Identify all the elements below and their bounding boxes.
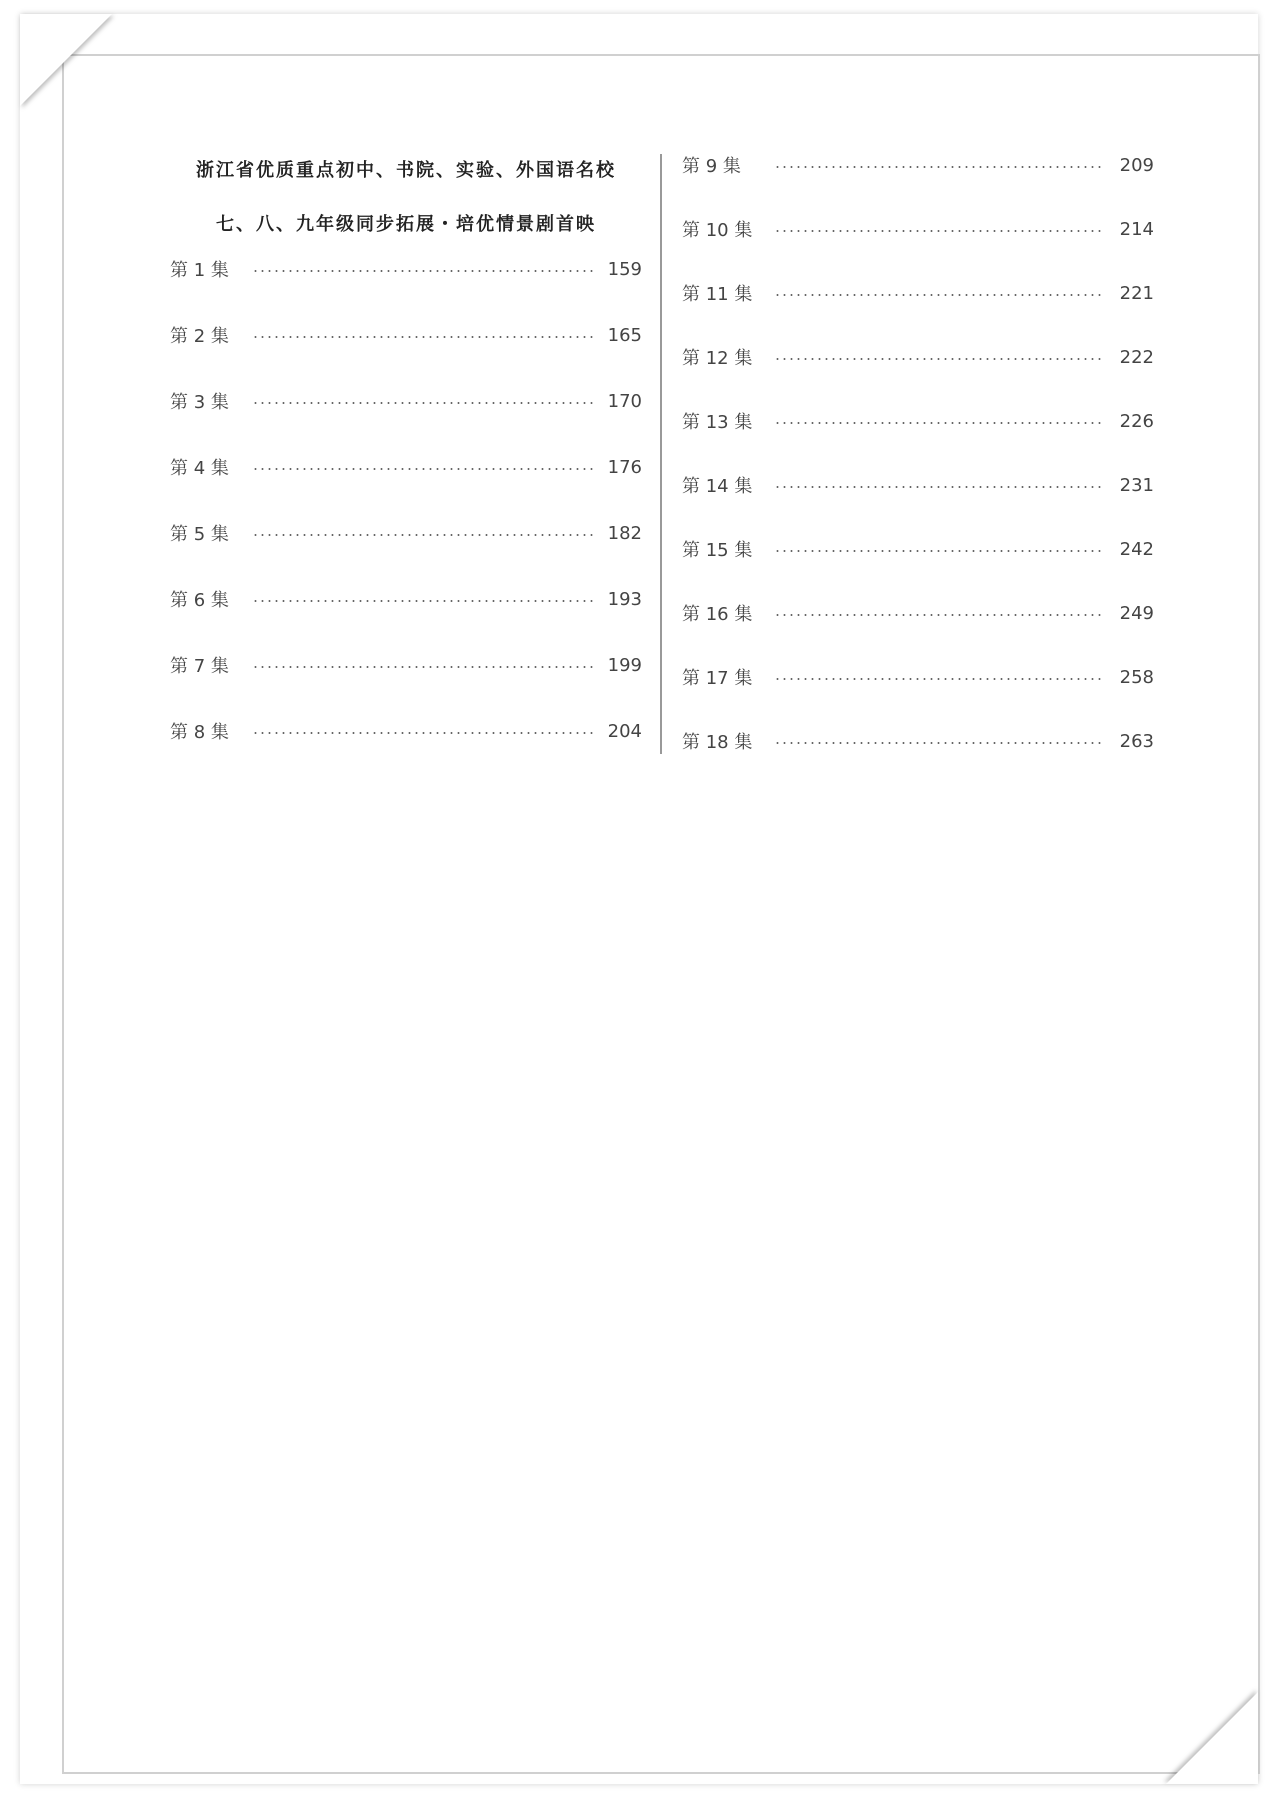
toc-entry-label: 第 7 集	[170, 656, 229, 677]
toc-entry-label: 第 4 集	[170, 458, 229, 479]
toc-entry-page: 199	[607, 654, 642, 676]
toc-entry-label: 第 11 集	[682, 284, 753, 305]
toc-entry[interactable]	[682, 154, 1154, 176]
toc-entry-page: 249	[1119, 602, 1154, 624]
toc-entry-label: 第 12 集	[682, 348, 753, 369]
column-divider	[660, 154, 662, 754]
page-sheet	[20, 14, 1258, 1784]
toc-leader-dots	[252, 534, 596, 536]
toc-entry-label: 第 17 集	[682, 668, 753, 689]
toc-entry-page: 182	[607, 522, 642, 544]
toc-leader-dots	[252, 468, 596, 470]
toc-entry[interactable]	[170, 588, 642, 610]
toc-entry-label: 第 16 集	[682, 604, 753, 625]
toc-entry[interactable]	[170, 654, 642, 676]
toc-entry-page: 226	[1119, 410, 1154, 432]
toc-leader-dots	[774, 294, 1104, 296]
toc-entry-page: 176	[607, 456, 642, 478]
toc-leader-dots	[252, 666, 596, 668]
toc-leader-dots	[774, 486, 1104, 488]
toc-entry-page: 222	[1119, 346, 1154, 368]
toc-entry-label: 第 14 集	[682, 476, 753, 497]
toc-entry-page: 221	[1119, 282, 1154, 304]
toc-entry[interactable]	[170, 390, 642, 412]
folded-corner-bottom-right	[1166, 1692, 1258, 1784]
toc-entry[interactable]	[170, 720, 642, 742]
toc-entry-label: 第 1 集	[170, 260, 229, 281]
toc-leader-dots	[252, 732, 596, 734]
toc-entry-page: 214	[1119, 218, 1154, 240]
toc-entry-page: 231	[1119, 474, 1154, 496]
toc-entry[interactable]	[170, 522, 642, 544]
toc-entry-page: 159	[607, 258, 642, 280]
toc-entry[interactable]	[682, 218, 1154, 240]
toc-entry[interactable]	[170, 456, 642, 478]
toc-leader-dots	[774, 742, 1104, 744]
toc-entry[interactable]	[682, 474, 1154, 496]
toc-leader-dots	[252, 600, 596, 602]
toc-heading-line2: 七、八、九年级同步拓展・培优情景剧首映	[216, 214, 596, 235]
toc-list-left	[170, 258, 642, 742]
toc-list-right	[682, 154, 1154, 752]
toc-entry-page: 170	[607, 390, 642, 412]
toc-left-column	[170, 154, 642, 786]
toc-entry[interactable]	[682, 602, 1154, 624]
toc-entry[interactable]	[682, 538, 1154, 560]
toc-entry-page: 193	[607, 588, 642, 610]
toc-leader-dots	[774, 422, 1104, 424]
toc-right-column	[682, 154, 1154, 794]
toc-leader-dots	[774, 550, 1104, 552]
folded-corner-top-left	[20, 14, 112, 106]
toc-entry-page: 165	[607, 324, 642, 346]
toc-entry-label: 第 18 集	[682, 732, 753, 753]
toc-entry-label: 第 2 集	[170, 326, 229, 347]
toc-entry-label: 第 15 集	[682, 540, 753, 561]
toc-leader-dots	[774, 614, 1104, 616]
toc-entry-label: 第 3 集	[170, 392, 229, 413]
toc-entry-page: 258	[1119, 666, 1154, 688]
toc-leader-dots	[774, 230, 1104, 232]
toc-entry-label: 第 8 集	[170, 722, 229, 743]
toc-leader-dots	[774, 678, 1104, 680]
toc-entry-label: 第 13 集	[682, 412, 753, 433]
toc-entry[interactable]	[682, 730, 1154, 752]
toc-heading-line1: 浙江省优质重点初中、书院、实验、外国语名校	[196, 160, 616, 181]
toc-entry-page: 209	[1119, 154, 1154, 176]
toc-entry-page: 242	[1119, 538, 1154, 560]
toc-entry[interactable]	[170, 258, 642, 280]
toc-entry-label: 第 10 集	[682, 220, 753, 241]
toc-entry-page: 204	[607, 720, 642, 742]
toc-leader-dots	[774, 358, 1104, 360]
toc-entry-label: 第 5 集	[170, 524, 229, 545]
toc-entry-label: 第 9 集	[682, 156, 741, 177]
toc-leader-dots	[252, 402, 596, 404]
toc-entry[interactable]	[682, 666, 1154, 688]
toc-entry[interactable]	[170, 324, 642, 346]
toc-leader-dots	[774, 166, 1104, 168]
toc-leader-dots	[252, 336, 596, 338]
toc-entry[interactable]	[682, 346, 1154, 368]
toc-leader-dots	[252, 270, 596, 272]
toc-entry-page: 263	[1119, 730, 1154, 752]
toc-entry[interactable]	[682, 282, 1154, 304]
toc-entry[interactable]	[682, 410, 1154, 432]
toc-entry-label: 第 6 集	[170, 590, 229, 611]
